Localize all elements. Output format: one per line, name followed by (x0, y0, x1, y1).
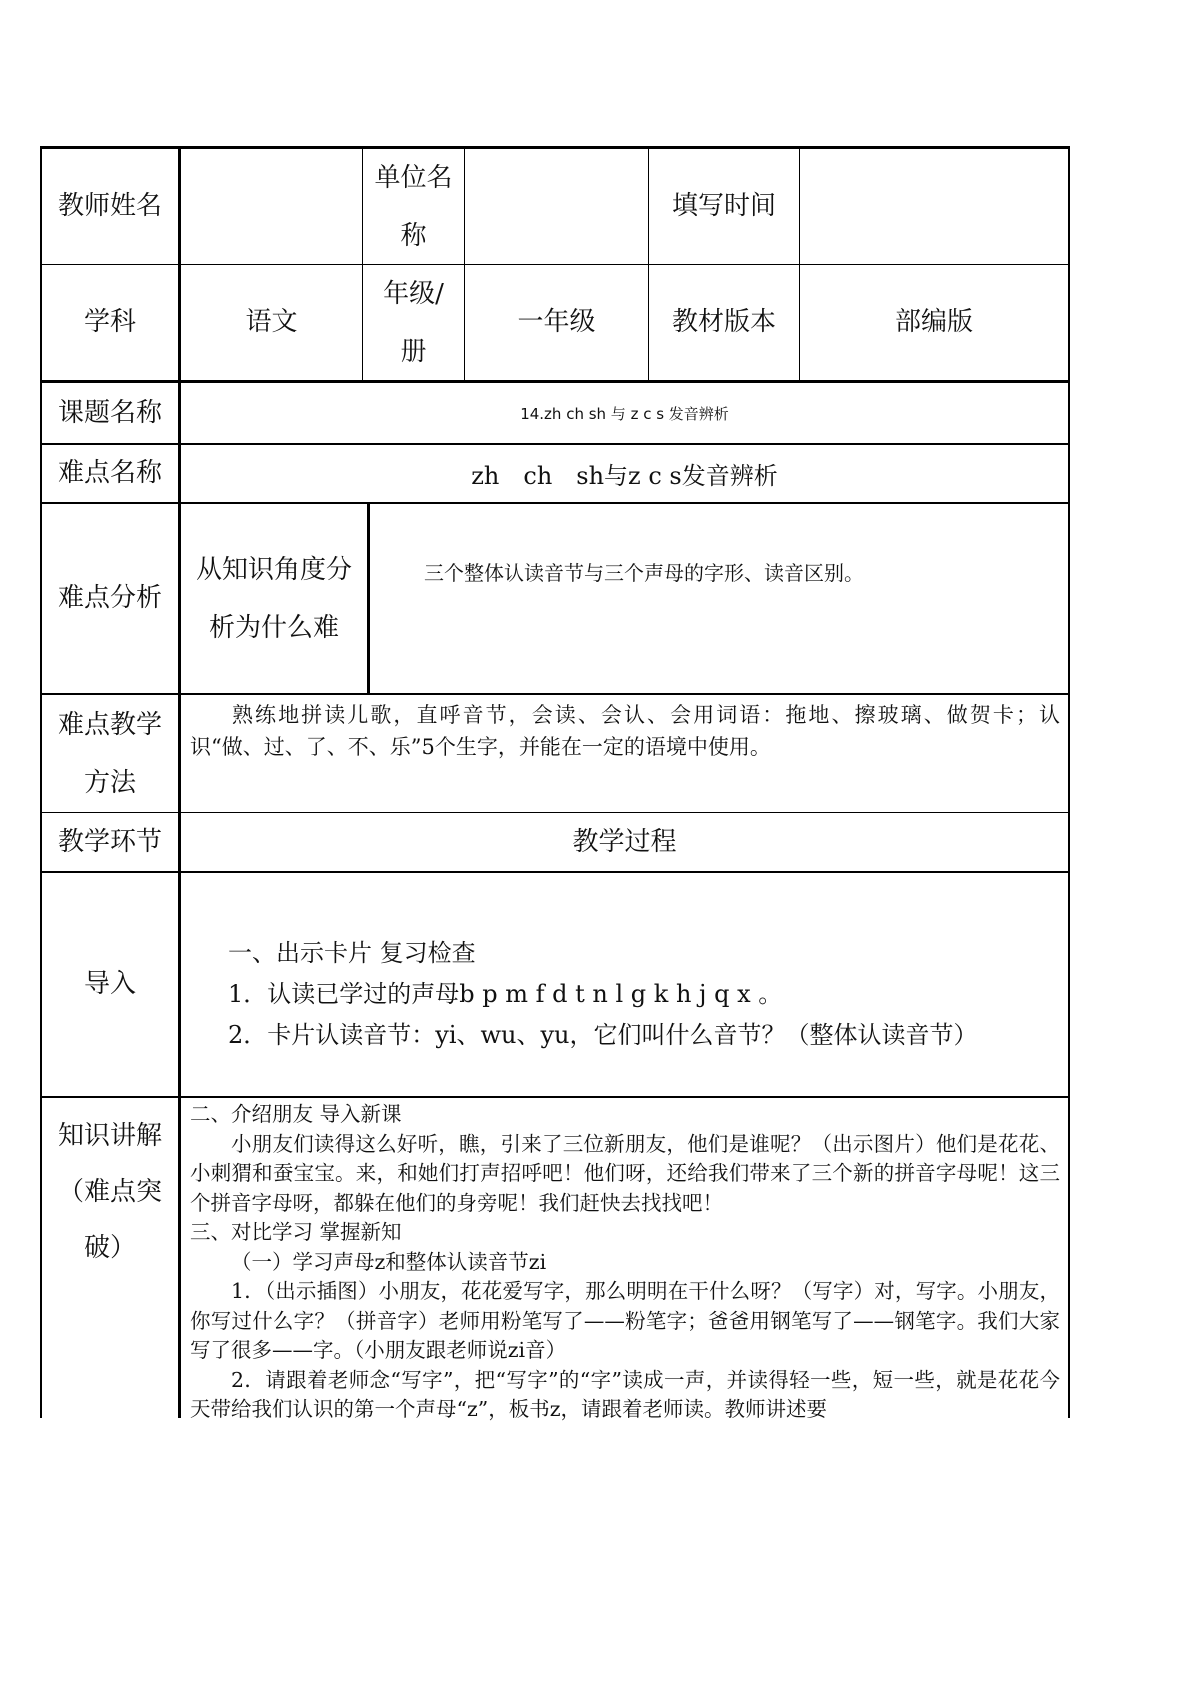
knowledge-heading-3: 三、对比学习 掌握新知 (190, 1220, 402, 1244)
subject-label (42, 265, 178, 380)
knowledge-paragraph: 1．（出示插图）小朋友，花花爱写字，那么明明在干什么呀？（写字）对，写字。小朋友，你写过什么字？（拼音字）老师用粉笔写了——粉笔字；爸爸用钢笔写了——钢笔字。我们大家写了很多——字。（小朋友跟老师说zi音） (190, 1279, 1060, 1362)
method-label (42, 695, 178, 812)
row-divider (40, 871, 1070, 873)
unit-value (465, 149, 648, 264)
fill-time-label-text: 填写时间 (671, 191, 776, 222)
knowledge-heading-2: 二、介绍朋友 导入新课 (190, 1102, 402, 1126)
edition-label (649, 265, 799, 380)
edition-value (800, 265, 1068, 380)
process-stage-label (42, 813, 178, 871)
analysis-value (424, 558, 1044, 588)
unit-label-line2: 称 (400, 220, 427, 251)
analysis-sub-label-line1: 从知识角度分 (195, 554, 352, 585)
table-border-right (1068, 146, 1070, 1418)
analysis-label (42, 504, 178, 693)
unit-label-line1: 单位名 (374, 162, 453, 193)
teacher-name-label-text: 教师姓名 (57, 191, 162, 222)
analysis-sub-label-line2: 析为什么难 (208, 612, 339, 643)
edition-label-text: 教材版本 (671, 307, 776, 338)
process-stage-label-text: 教学环节 (57, 826, 162, 857)
grade-value-text: 一年级 (517, 307, 596, 338)
grade-label-line1: 年级/ (383, 278, 444, 309)
knowledge-label-line3: 破） (83, 1233, 136, 1263)
topic-value-text: 14.zh ch sh 与 z c s 发音辨析 (520, 404, 729, 423)
knowledge-label-line2: （难点突 (57, 1177, 162, 1207)
difficulty-label (42, 445, 178, 502)
teacher-name-label (42, 149, 178, 264)
analysis-value-text: 三个整体认读音节与三个声母的字形、读音区别。 (424, 561, 864, 585)
subject-value-text: 语文 (245, 307, 298, 338)
method-label-line2: 方法 (83, 767, 136, 798)
edition-value-text: 部编版 (894, 307, 973, 338)
intro-label (42, 873, 178, 1096)
topic-label (42, 383, 178, 443)
knowledge-label-line1: 知识讲解 (57, 1121, 162, 1151)
topic-value (181, 383, 1068, 443)
topic-label-text: 课题名称 (57, 397, 162, 428)
row-divider (40, 693, 1070, 695)
grade-label-line2: 册 (400, 336, 427, 367)
difficulty-value (181, 445, 1068, 502)
process-label (181, 813, 1068, 871)
knowledge-content (190, 1100, 1060, 1425)
analysis-sub-label (181, 504, 367, 693)
grade-label (363, 265, 464, 380)
method-value-text: 熟练地拼读儿歌，直呼音节，会读、会认、会用词语：拖地、擦玻璃、做贺卡；认识“做、过、了、不、乐”5个生字，并能在一定的语境中使用。 (190, 703, 1060, 759)
intro-line-3: 2．卡片认读音节：yi、wu、yu，它们叫什么音节？（整体认读音节） (228, 1021, 978, 1049)
knowledge-subheading: （一）学习声母z和整体认读音节zi (231, 1249, 547, 1274)
analysis-label-text: 难点分析 (57, 583, 162, 614)
intro-line-2: 1．认读已学过的声母b p m f d t n l g k h j q x 。 (228, 980, 783, 1008)
row-divider (40, 1096, 1070, 1098)
unit-label (363, 149, 464, 264)
difficulty-label-text: 难点名称 (57, 458, 162, 489)
method-value (190, 699, 1060, 763)
method-label-line1: 难点教学 (57, 709, 162, 740)
knowledge-paragraph: 小朋友们读得这么好听，瞧，引来了三位新朋友，他们是谁呢？（出示图片）他们是花花、小刺猬和蚕宝宝。来，和她们打声招呼吧！他们呀，还给我们带来了三个新的拼音字母呢！这三个拼音字母呀，都躲在他们的身旁呢！我们赶快去找找吧！ (190, 1131, 1060, 1215)
teacher-name-value (181, 149, 362, 264)
process-label-text: 教学过程 (572, 826, 677, 857)
subject-label-text: 学科 (83, 307, 136, 338)
difficulty-value-text: zh ch sh与z c s发音辨析 (471, 462, 778, 490)
subject-value (181, 265, 362, 380)
row-divider (367, 504, 370, 694)
intro-content (228, 933, 1068, 1056)
knowledge-paragraph: 2．请跟着老师念“写字”，把“写字”的“字”读成一声，并读得轻一些，短一些，就是花花今天带给我们认识的第一个声母“z”，板书z，请跟着老师读。教师讲述要 (190, 1367, 1060, 1421)
fill-time-value (800, 149, 1068, 264)
intro-line-1: 一、出示卡片 复习检查 (228, 939, 476, 967)
fill-time-label (649, 149, 799, 264)
knowledge-label (42, 1108, 178, 1276)
grade-value (465, 265, 648, 380)
intro-label-text: 导入 (83, 969, 136, 1000)
